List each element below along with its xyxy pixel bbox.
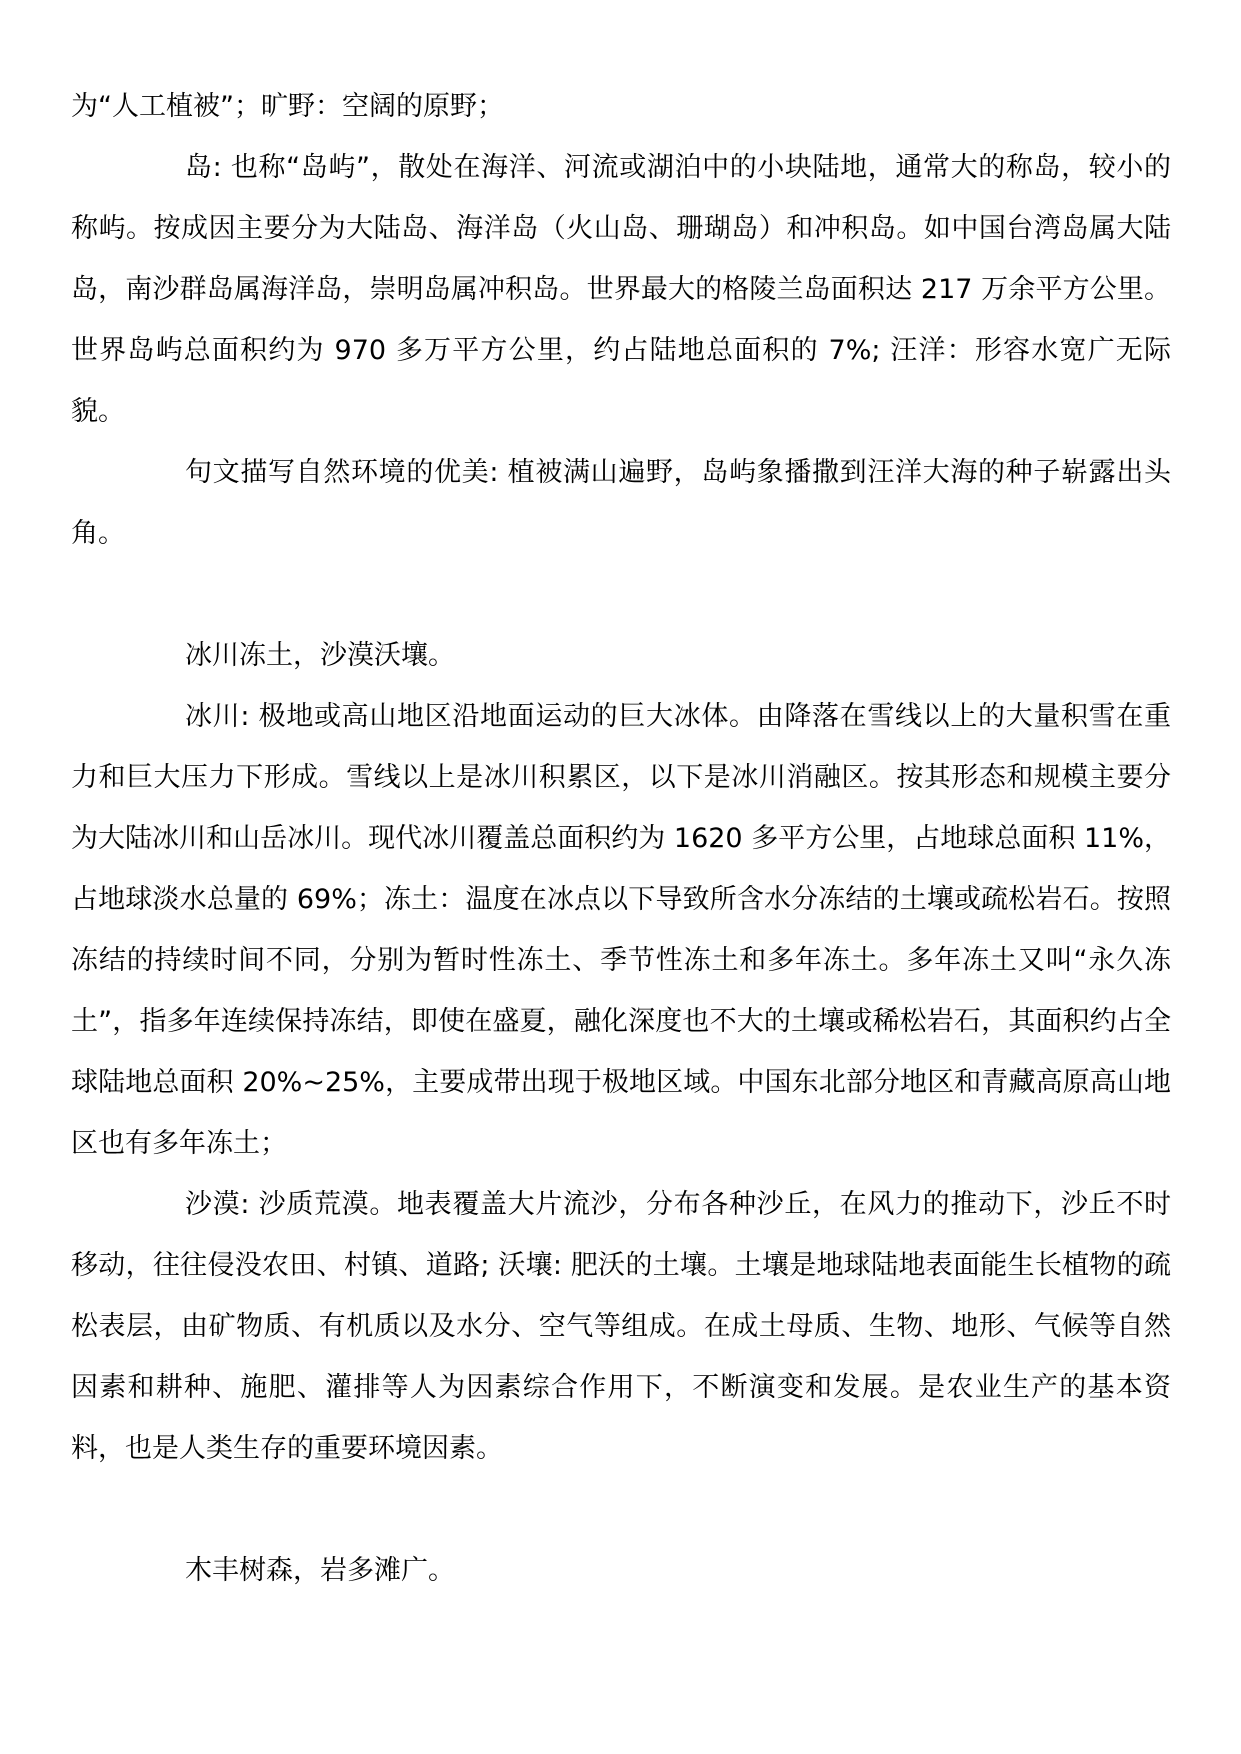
section-heading-glacier-permafrost: 冰川冻土，沙漠沃壤。 [185,640,455,671]
paragraph-spacer [71,564,1171,625]
paragraph-island: 岛: 也称“岛屿”，散处在海洋、河流或湖泊中的小块陆地，通常大的称岛，较小的称屿。按成因主要分为大陆岛、海洋岛（火山岛、珊瑚岛）和冲积岛。如中国台湾岛属大陆岛，南沙群岛属海洋岛，崇明岛属冲积岛。世界最大的格陵兰岛面积达 217 万余平方公里。世界岛屿总面积约为 970 多万平方公里，约占陆地总面积的 7%; 汪洋：形容水宽广无际貌。 [71,152,1171,427]
paragraph-scenery-summary: 句文描写自然环境的优美: 植被满山遍野，岛屿象播撒到汪洋大海的种子崭露出头角。 [71,457,1171,549]
paragraph-glacier-permafrost: 冰川: 极地或高山地区沿地面运动的巨大冰体。由降落在雪线以上的大量积雪在重力和巨大压力下形成。雪线以上是冰川积累区，以下是冰川消融区。按其形态和规模主要分为大陆冰川和山岳冰川。现代冰川覆盖总面积约为 1620 多平方公里，占地球总面积 11%，占地球淡水总量的 69%；冻土：温度在冰点以下导致所含水分冻结的土壤或疏松岩石。按照冻结的持续时间不同，分别为暂时性冻土、季节性冻土和多年冻土。多年冻土又叫“永久冻土”，指多年连续保持冻结，即使在盛夏，融化深度也不大的土壤或稀松岩石，其面积约占全球陆地总面积 20%~25%，主要成带出现于极地区域。中国东北部分地区和青藏高原高山地区也有多年冻土； [71,701,1171,1159]
section-heading-forest-shoal: 木丰树森，岩多滩广。 [185,1555,455,1586]
paragraph-desert-soil: 沙漠: 沙质荒漠。地表覆盖大片流沙，分布各种沙丘，在风力的推动下，沙丘不时移动，往往侵没农田、村镇、道路; 沃壤: 肥沃的土壤。土壤是地球陆地表面能生长植物的疏松表层，由矿物质、有机质以及水分、空气等组成。在成土母质、生物、地形、气候等自然因素和耕种、施肥、灌排等人为因素综合作用下，不断演变和发展。是农业生产的基本资料，也是人类生存的重要环境因素。 [71,1189,1171,1464]
paragraph-vegetation-continued: 为“人工植被”；旷野：空阔的原野； [71,91,504,122]
paragraph-spacer [71,1479,1171,1540]
document-page [71,76,1171,1601]
